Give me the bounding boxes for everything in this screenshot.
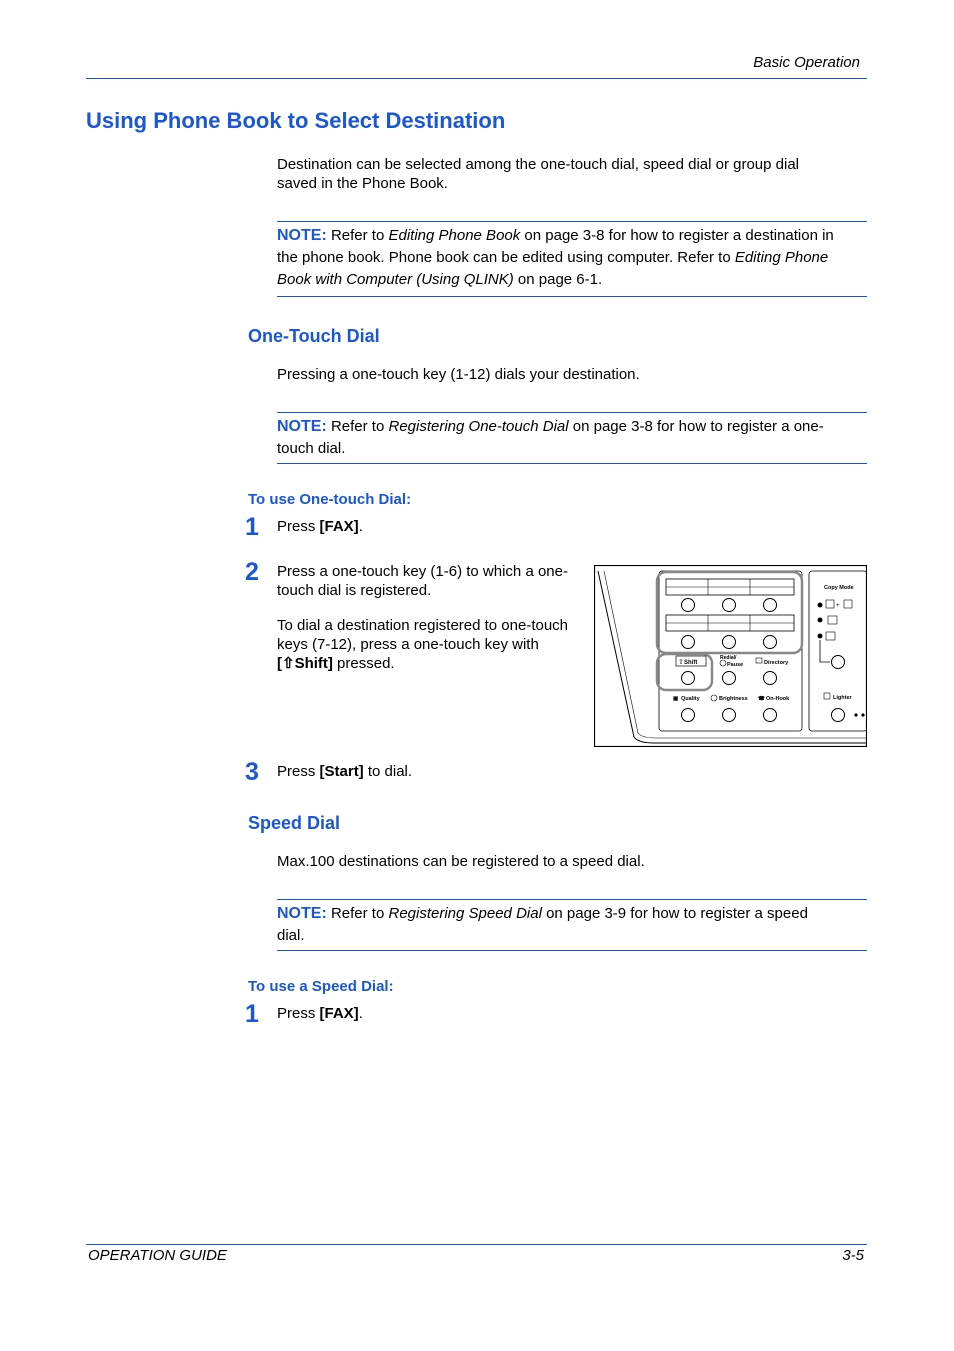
step-text: Press [FAX]. xyxy=(277,518,363,535)
note-rule-bottom xyxy=(277,296,867,297)
intro-text: Destination can be selected among the one-touch dial, speed dial or group dial saved in the Phone Book. xyxy=(277,156,800,192)
step-text: Press a one-touch key (1-6) to which a one- touch dial is registered. To dial a destination registered to one-touch keys (7-12), press a one-touch key with [⇧Shift] pressed. xyxy=(277,563,569,672)
header-rule xyxy=(86,78,867,79)
operation-panel-illustration xyxy=(594,565,867,747)
step-text: Press [FAX]. xyxy=(277,1005,363,1022)
svg-text:☎: ☎ xyxy=(758,696,765,702)
note-box: NOTE: Refer to Registering Speed Dial on page 3-9 for how to register a speed dial. xyxy=(277,905,808,944)
step-number: 3 xyxy=(245,758,259,786)
note-rule-bottom xyxy=(277,463,867,464)
page-title: Using Phone Book to Select Destination xyxy=(86,108,506,133)
page-number: 3-5 xyxy=(842,1247,864,1264)
svg-text:+: + xyxy=(836,603,840,609)
section-heading-speed-dial: Speed Dial xyxy=(248,813,341,833)
footer-guide-title: OPERATION GUIDE xyxy=(88,1247,227,1264)
speed-dial-desc: Max.100 destinations can be registered to a speed dial. xyxy=(277,853,645,870)
svg-text:Copy Mode: Copy Mode xyxy=(824,585,854,591)
svg-text:▦: ▦ xyxy=(673,696,679,702)
section-heading-one-touch: One-Touch Dial xyxy=(248,326,380,346)
step-number: 1 xyxy=(245,513,259,541)
note-rule-top xyxy=(277,412,867,413)
step-number: 2 xyxy=(245,558,259,586)
svg-text:Quality: Quality xyxy=(681,696,700,702)
one-touch-desc: Pressing a one-touch key (1-12) dials your destination. xyxy=(277,366,640,383)
svg-text:Directory: Directory xyxy=(764,660,789,666)
svg-text:⇧: ⇧ xyxy=(678,658,684,666)
note-label: NOTE: xyxy=(277,227,327,244)
note-rule-top xyxy=(277,899,867,900)
procedure-heading: To use One-touch Dial: xyxy=(248,491,412,508)
note-rule-bottom xyxy=(277,950,867,951)
svg-text:Pause: Pause xyxy=(727,662,744,668)
svg-text:Redial/: Redial/ xyxy=(720,655,737,661)
note-rule-top xyxy=(277,221,867,222)
footer-rule xyxy=(86,1244,867,1245)
step-text: Press [Start] to dial. xyxy=(277,763,413,780)
svg-text:Lighter: Lighter xyxy=(833,695,852,701)
running-header: Basic Operation xyxy=(753,54,860,71)
note-label: NOTE: xyxy=(277,905,327,922)
note-label: NOTE: xyxy=(277,418,327,435)
note-box: NOTE: Refer to Registering One-touch Dial on page 3-8 for how to register a one- touch dial. xyxy=(277,418,824,457)
svg-text:On-Hook: On-Hook xyxy=(766,696,790,702)
svg-text:Brightness: Brightness xyxy=(719,696,748,702)
step-number: 1 xyxy=(245,1000,259,1028)
note-box: NOTE: Refer to Editing Phone Book on page 3-8 for how to register a destination in the phone book. Phone book can be edited using computer. Refer to Editing Phone Book with Computer (Using QLINK) on page 6-1. xyxy=(277,227,834,288)
svg-text:Shift: Shift xyxy=(684,660,698,666)
procedure-heading: To use a Speed Dial: xyxy=(248,978,394,995)
